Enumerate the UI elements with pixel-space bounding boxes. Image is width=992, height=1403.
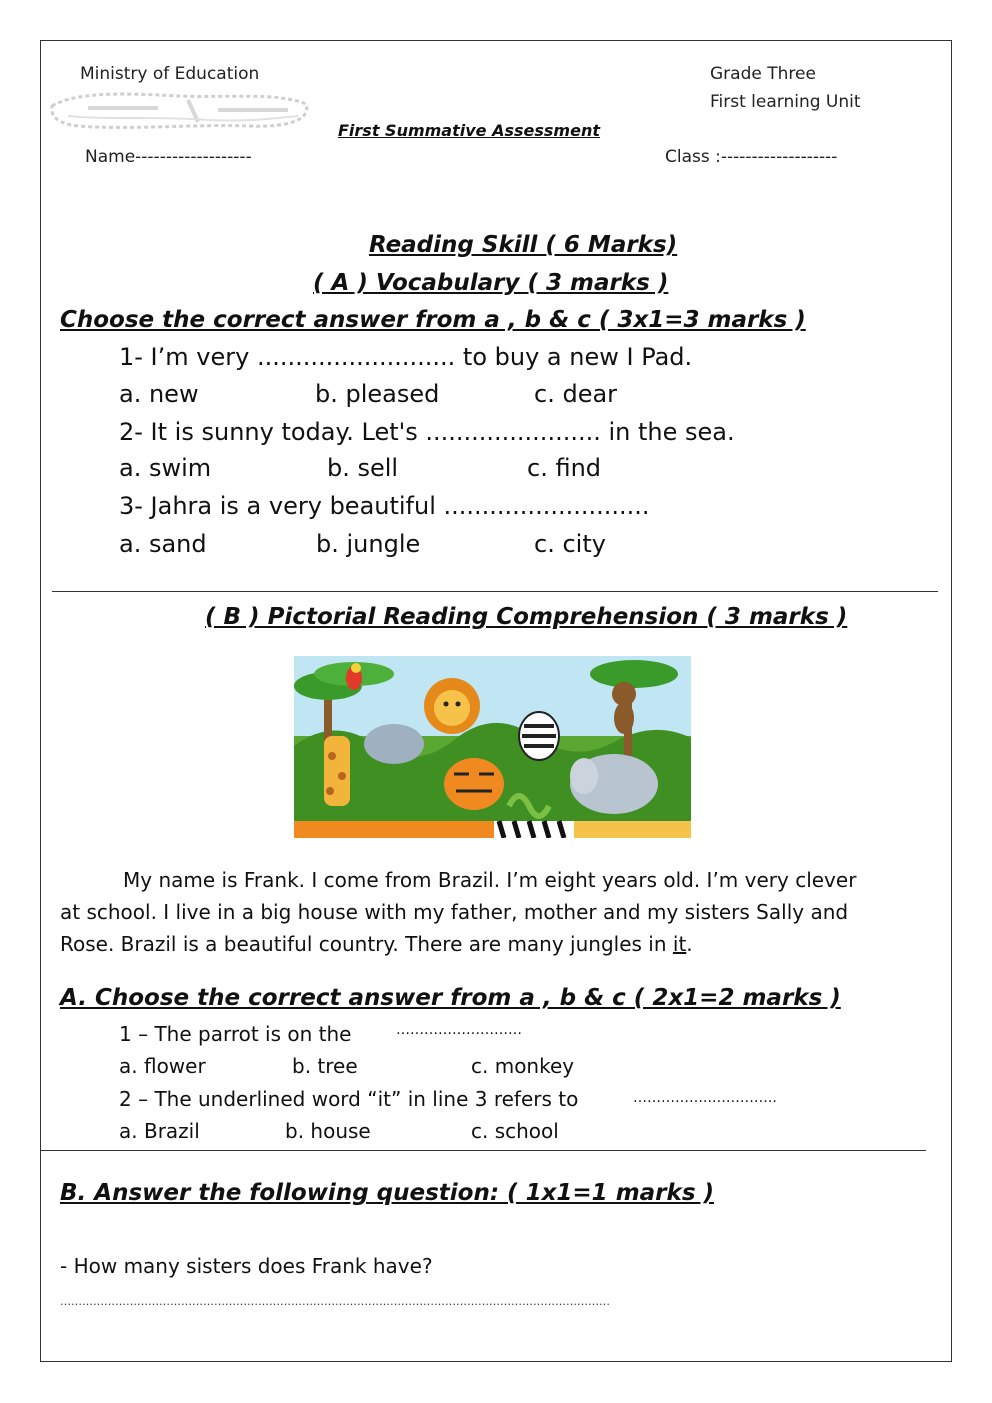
part-a-question-1: 1 – The parrot is on the	[119, 1022, 352, 1046]
part-a-q1-option-c: c. monkey	[471, 1054, 575, 1078]
vocab-q2-option-a: a. swim	[119, 454, 212, 482]
jungle-animals-image	[294, 656, 691, 838]
vocab-question-2: 2- It is sunny today. Let's ....................... in the sea.	[119, 418, 735, 446]
vocabulary-instruction: Choose the correct answer from a , b & c ( 3x1=3 marks )	[60, 307, 806, 333]
vocab-question-1: 1- I’m very .......................... to buy a new I Pad.	[119, 343, 693, 371]
grade-label: Grade Three	[710, 64, 816, 84]
passage-line-2: at school. I live in a big house with my father, mother and my sisters Sally and	[60, 900, 849, 924]
part-a-q1-option-b: b. tree	[292, 1054, 358, 1078]
part-a-q1-option-a: a. flower	[119, 1054, 206, 1078]
vocab-q1-option-b: b. pleased	[315, 380, 440, 408]
part-b-question: - How many sisters does Frank have?	[60, 1254, 433, 1278]
vocab-question-3: 3- Jahra is a very beautiful ...........................	[119, 492, 650, 520]
vocab-q2-option-c: c. find	[527, 454, 602, 482]
vocab-q1-option-a: a. new	[119, 380, 199, 408]
vocab-q3-option-a: a. sand	[119, 530, 207, 558]
reading-skill-title: Reading Skill ( 6 Marks)	[369, 232, 678, 258]
underlined-word-it: it	[672, 932, 687, 956]
section-divider	[52, 591, 938, 592]
part-a-question-1-blank: ………………………	[396, 1022, 522, 1038]
passage-line-1: My name is Frank. I come from Brazil. I’m eight years old. I’m very clever	[123, 868, 857, 892]
vocabulary-title: ( A ) Vocabulary ( 3 marks )	[313, 270, 669, 296]
part-a-question-2: 2 – The underlined word “it” in line 3 refers to	[119, 1087, 579, 1111]
unit-label: First learning Unit	[710, 92, 861, 112]
vocab-q2-option-b: b. sell	[327, 454, 399, 482]
pictorial-title: ( B ) Pictorial Reading Comprehension ( 3 marks )	[205, 604, 848, 630]
part-a-q2-option-a: a. Brazil	[119, 1119, 200, 1143]
section-divider-2	[40, 1150, 926, 1151]
stamp-image	[48, 86, 312, 134]
passage-line-3-text: Rose. Brazil is a beautiful country. There are many jungles in	[60, 932, 673, 956]
answer-line: ……………………………………………………………………………………………………………………………………	[60, 1295, 610, 1308]
passage-line-3	[60, 928, 693, 960]
passage-line-3-end: .	[686, 932, 693, 956]
ministry-label: Ministry of Education	[80, 64, 260, 84]
part-a-q2-option-b: b. house	[285, 1119, 371, 1143]
vocab-q3-option-c: c. city	[534, 530, 606, 558]
part-a-question-2-blank: ……………..…………..	[633, 1090, 777, 1106]
part-a-title: A. Choose the correct answer from a , b & c ( 2x1=2 marks )	[60, 985, 841, 1011]
part-a-q2-option-c: c. school	[471, 1119, 559, 1143]
vocab-q1-option-c: c. dear	[534, 380, 618, 408]
part-b-title: B. Answer the following question: ( 1x1=1 marks )	[60, 1180, 715, 1206]
assessment-title: First Summative Assessment	[338, 121, 600, 140]
class-field: Class :-------------------	[665, 147, 838, 167]
vocab-q3-option-b: b. jungle	[316, 530, 421, 558]
name-field: Name-------------------	[85, 147, 252, 167]
